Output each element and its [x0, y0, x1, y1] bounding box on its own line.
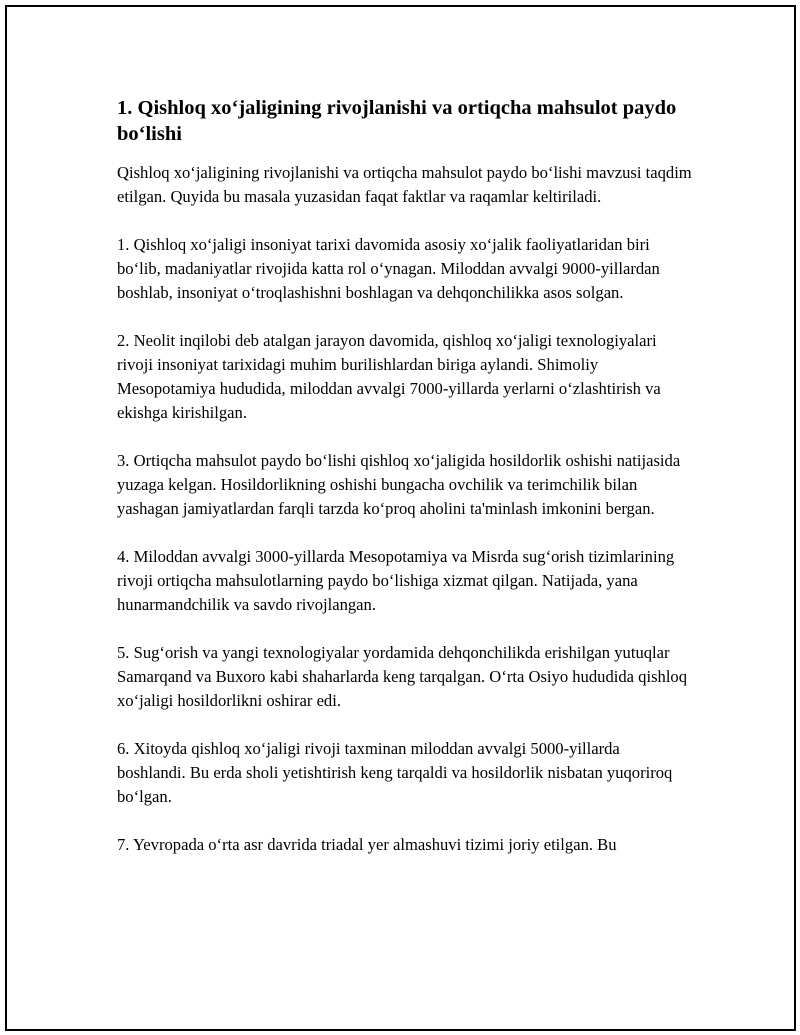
- paragraph-4: 4. Miloddan avvalgi 3000-yillarda Mesopotamiya va Misrda sug‘orish tizimlarining rivoji ortiqcha mahsulotlarning paydo bo‘lishiga xizmat qilgan. Natijada, yana hunarmandchilik va savdo rivojlangan.: [117, 547, 675, 614]
- paragraph-5: 5. Sug‘orish va yangi texnologiyalar yordamida dehqonchilikda erishilgan yutuqlar Samarqand va Buxoro kabi shaharlarda keng tarqalgan. O‘rta Osiyo hududida qishloq xo‘jaligi hosildorlikni oshirar edi.: [117, 643, 688, 710]
- paragraph-1: 1. Qishloq xo‘jaligi insoniyat tarixi davomida asosiy xo‘jalik faoliyatlaridan biri bo‘lib, madaniyatlar rivojida katta rol o‘ynagan. Miloddan avvalgi 9000-yillardan boshlab, insoniyat o‘troqlashishni boshlagan va dehqonchilikka asos solgan.: [117, 235, 660, 302]
- paragraph-7: 7. Yevropada o‘rta asr davrida triadal yer almashuvi tizimi joriy etilgan. Bu: [117, 835, 617, 854]
- paragraph-2: 2. Neolit inqilobi deb atalgan jarayon davomida, qishloq xo‘jaligi texnologiyalari rivoji insoniyat tarixidagi muhim burilishlardan biriga aylandi. Shimoliy Mesopotamiya hududida, miloddan avvalgi 7000-yillarda yerlarni o‘zlashtirish va ekishga kirishilgan.: [117, 331, 661, 422]
- paragraph-3: 3. Ortiqcha mahsulot paydo bo‘lishi qishloq xo‘jaligida hosildorlik oshishi natijasida yuzaga kelgan. Hosildorlikning oshishi bungacha ovchilik va terimchilik bilan yashagan jamiyatlardan farqli tarzda ko‘proq aholini ta'minlash imkonini bergan.: [117, 451, 681, 518]
- paragraph-6: 6. Xitoyda qishloq xo‘jaligi rivoji taxminan miloddan avvalgi 5000-yillarda boshlandi. Bu erda sholi yetishtirish keng tarqaldi va hosildorlik nisbatan yuqoriroq bo‘lgan.: [117, 739, 673, 806]
- document-title: 1. Qishloq xo‘jaligining rivojlanishi va ortiqcha mahsulot paydo bo‘lishi: [117, 97, 677, 145]
- document-body: [117, 95, 692, 857]
- intro-paragraph: Qishloq xo‘jaligining rivojlanishi va ortiqcha mahsulot paydo bo‘lishi mavzusi taqdim etilgan. Quyida bu masala yuzasidan faqat faktlar va raqamlar keltiriladi.: [117, 163, 692, 206]
